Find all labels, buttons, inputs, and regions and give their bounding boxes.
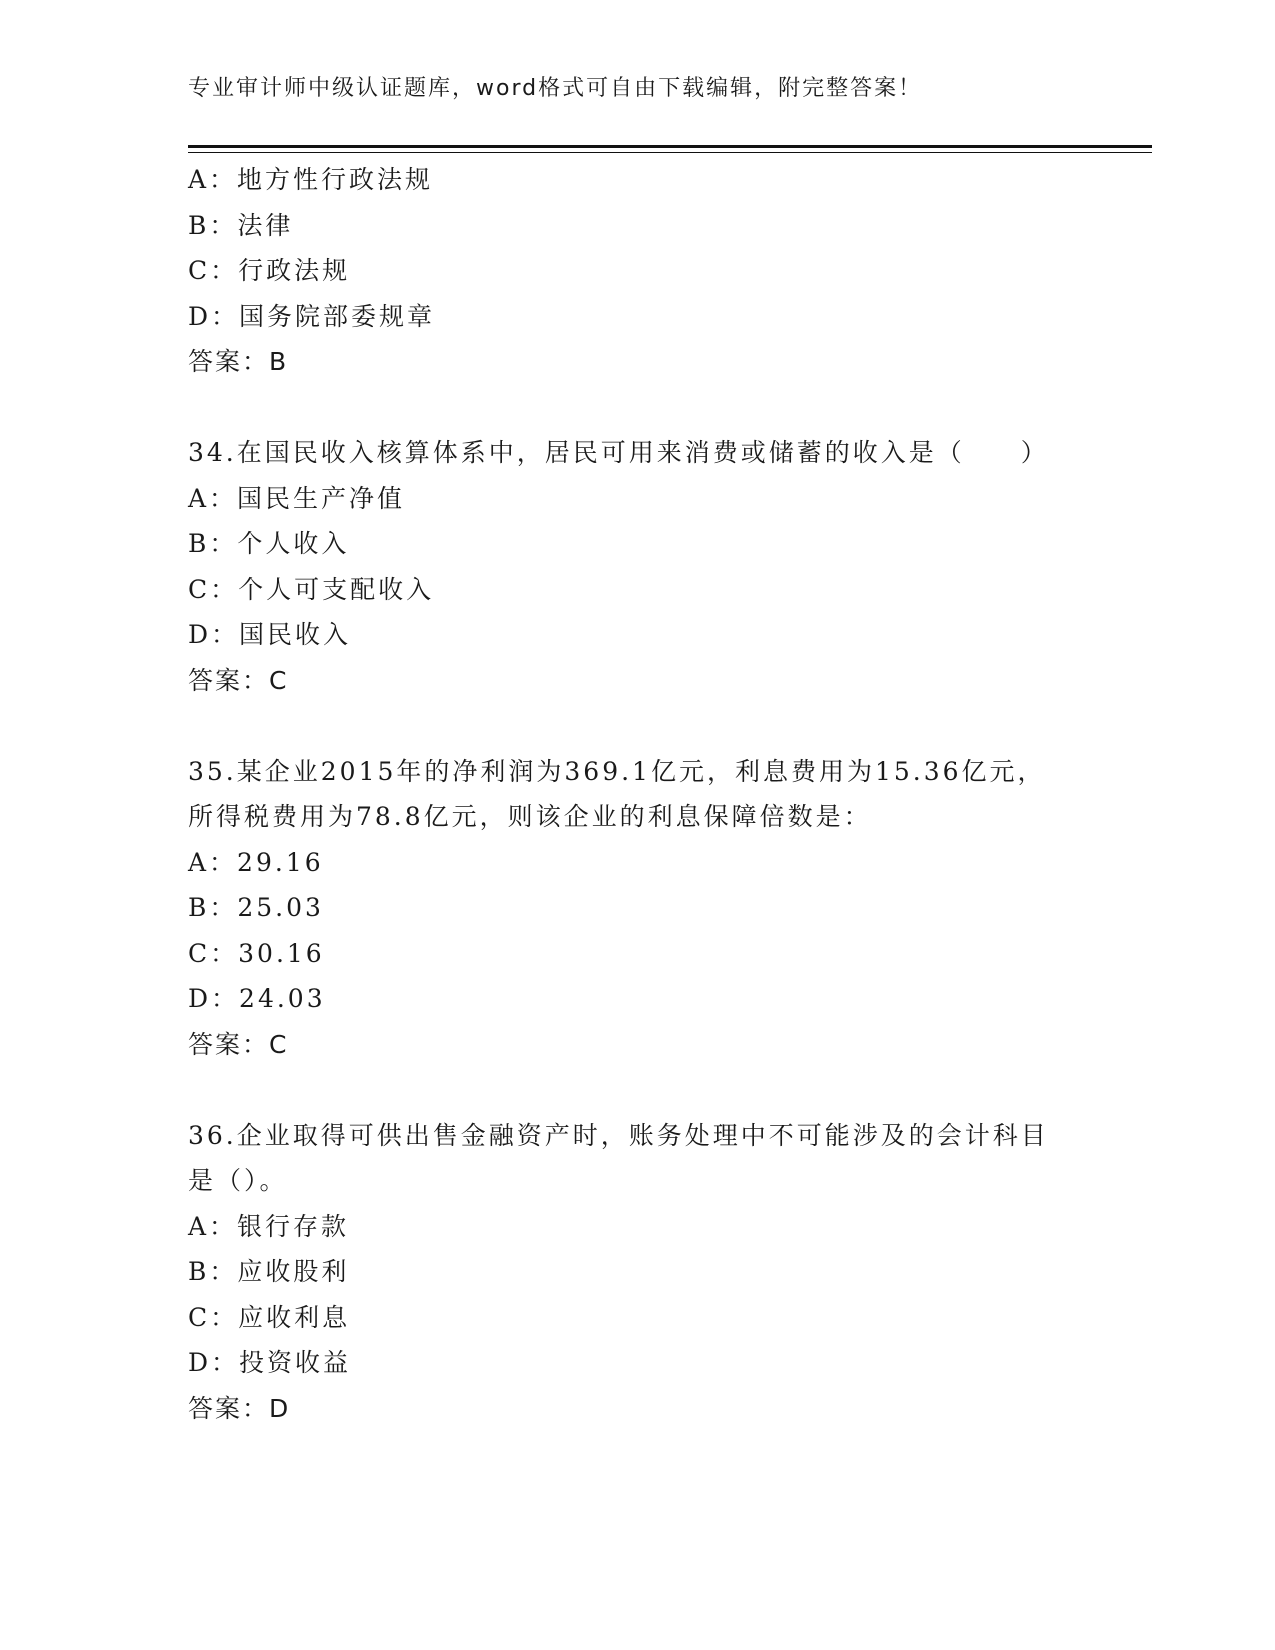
option-d: D：24.03 <box>188 984 326 1013</box>
question-stem: 34.在国民收入核算体系中，居民可用来消费或储蓄的收入是（ ） <box>188 438 1049 467</box>
option-d: D：投资收益 <box>188 1348 352 1377</box>
option-c: C：应收利息 <box>188 1302 351 1332</box>
question-stem-line-2: 是（）。 <box>188 1166 288 1195</box>
header-divider-thick <box>188 145 1152 148</box>
question-stem-line-2: 所得税费用为78.8亿元，则该企业的利息保障倍数是： <box>188 802 872 831</box>
answer-line: 答案：C <box>188 665 289 695</box>
option-d: D：国务院部委规章 <box>188 301 436 331</box>
header-divider-thin <box>188 152 1152 153</box>
question-33 <box>188 157 1088 385</box>
question-stem-line-1: 35.某企业2015年的净利润为369.1亿元，利息费用为15.36亿元， <box>188 756 1046 786</box>
option-a: A：国民生产净值 <box>188 483 406 513</box>
question-stem-line-1: 36.企业取得可供出售金融资产时，账务处理中不可能涉及的会计科目 <box>188 1120 1049 1150</box>
page-header: 专业审计师中级认证题库，word格式可自由下载编辑，附完整答案！ <box>188 76 923 101</box>
option-a: A：29.16 <box>188 847 324 877</box>
option-a: A：银行存款 <box>188 1211 350 1241</box>
option-b: B：25.03 <box>188 893 324 922</box>
answer-line: 答案：B <box>188 347 289 376</box>
question-list <box>188 157 1088 1431</box>
question-34 <box>188 430 1088 703</box>
answer-line: 答案：D <box>188 1393 291 1423</box>
option-b: B：个人收入 <box>188 529 350 558</box>
question-35 <box>188 749 1088 1068</box>
option-d: D：国民收入 <box>188 620 352 649</box>
option-c: C：行政法规 <box>188 256 351 285</box>
option-b: B：法律 <box>188 210 294 240</box>
question-36 <box>188 1113 1088 1432</box>
answer-line: 答案：C <box>188 1029 289 1059</box>
option-b: B：应收股利 <box>188 1257 350 1286</box>
option-c: C：30.16 <box>188 938 325 968</box>
option-c: C：个人可支配收入 <box>188 574 435 604</box>
option-a: A：地方性行政法规 <box>188 165 434 194</box>
